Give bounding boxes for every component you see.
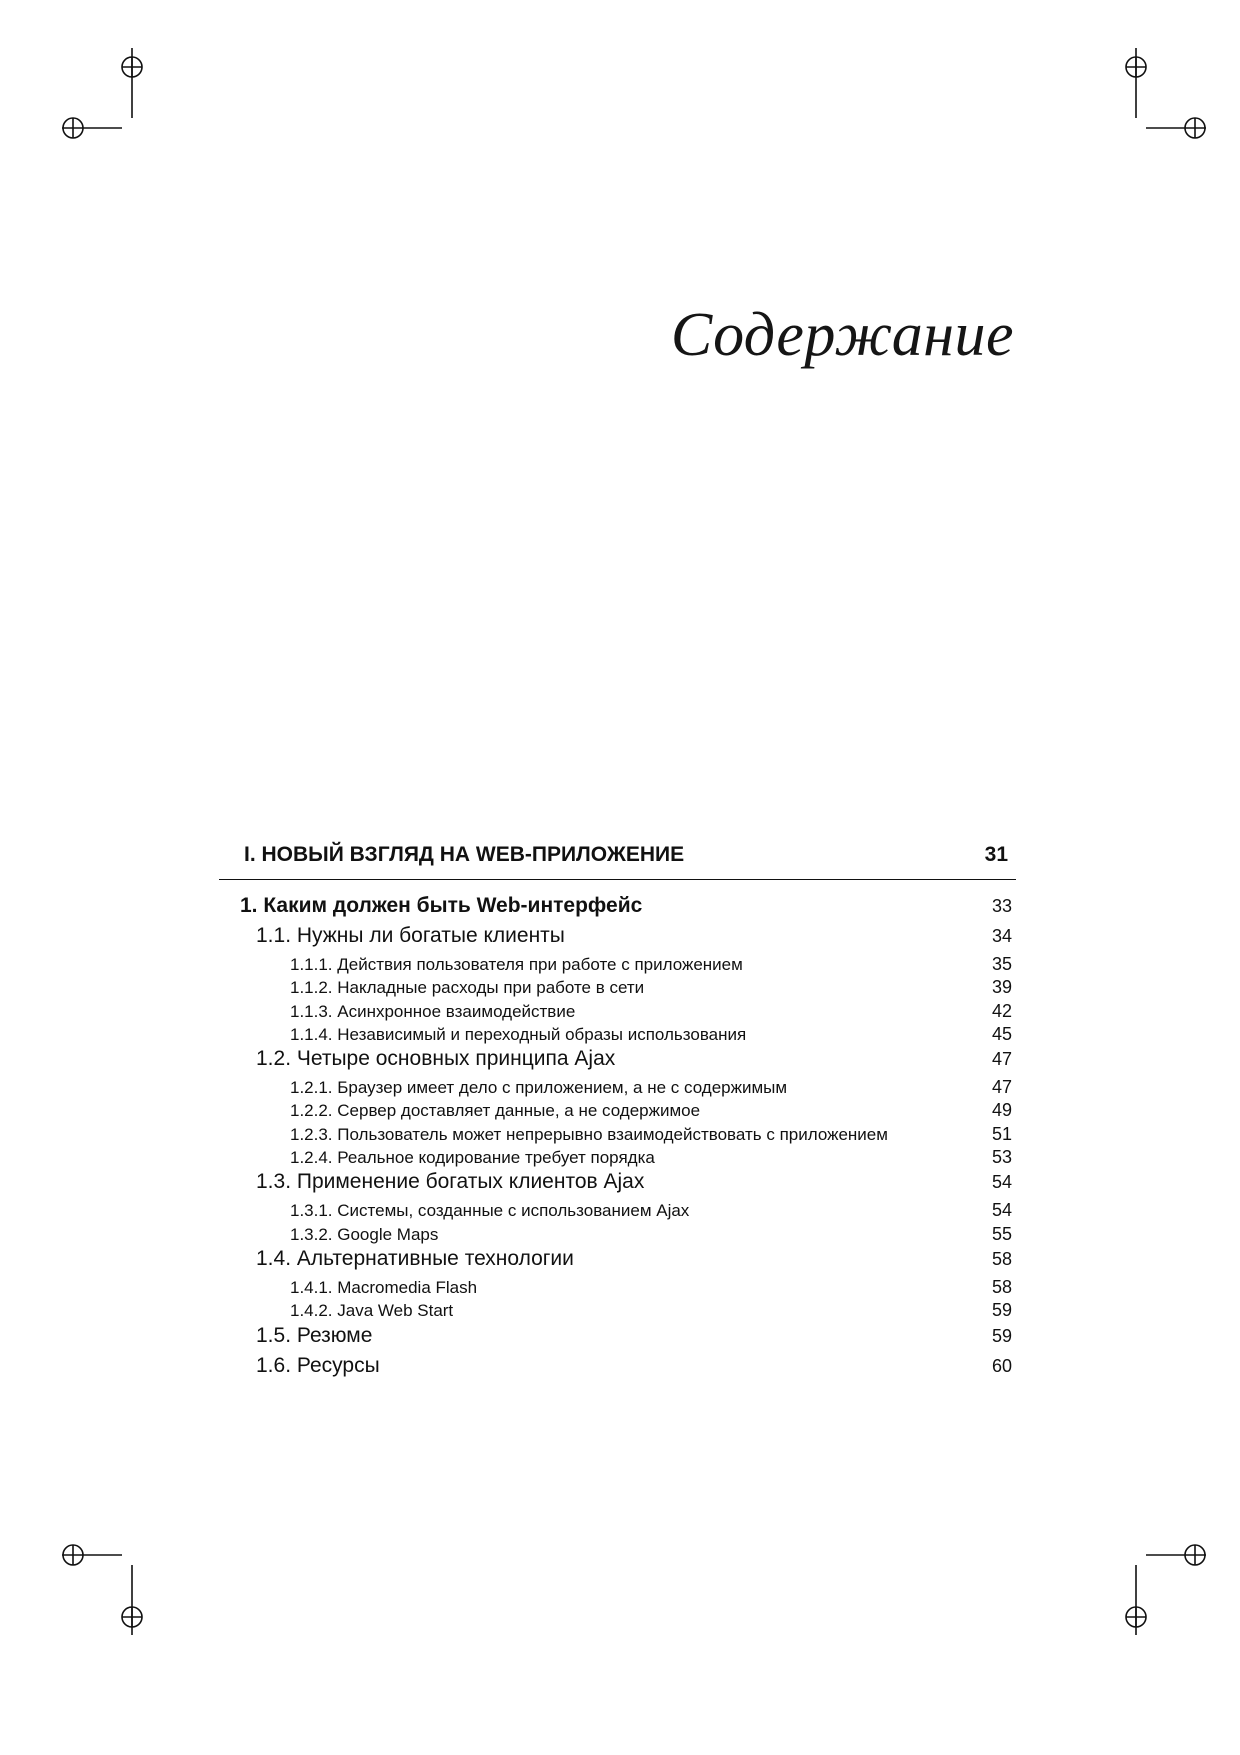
toc-subsection-page: 35	[991, 954, 1012, 974]
toc-section[interactable]	[219, 1324, 1016, 1354]
toc-section-label: 1.5. Резюме	[256, 1323, 373, 1347]
toc-part-page: 31	[984, 843, 1008, 866]
toc-subsection-label: 1.2.2. Сервер доставляет данные, а не содержимое	[290, 1101, 701, 1121]
table-of-contents	[219, 843, 1016, 1384]
toc-part-label: I. НОВЫЙ ВЗГЛЯД НА WEB-ПРИЛОЖЕНИЕ	[244, 843, 685, 866]
toc-section-label: 1.1. Нужны ли богатые клиенты	[256, 924, 565, 947]
toc-subsection-label: 1.2.4. Реальное кодирование требует порядка	[290, 1148, 655, 1168]
toc-section[interactable]	[219, 1170, 1016, 1200]
toc-subsection-page: 59	[991, 1300, 1012, 1321]
toc-subsection-label: 1.3.2. Google Maps	[290, 1224, 439, 1244]
toc-chapter-label: 1. Каким должен быть Web-интерфейс	[240, 894, 643, 917]
toc-subsection-label: 1.4.1. Macromedia Flash	[290, 1277, 478, 1297]
toc-subsection-page: 55	[991, 1223, 1012, 1244]
toc-subsection[interactable]	[219, 1024, 1016, 1047]
toc-subsection-label: 1.2.3. Пользователь может непрерывно взаимодействовать с приложением	[290, 1124, 888, 1144]
toc-subsection[interactable]	[219, 1147, 1016, 1170]
toc-subsection-label: 1.2.1. Браузер имеет дело с приложением, а не с содержимым	[290, 1078, 788, 1098]
toc-section[interactable]	[219, 924, 1016, 954]
toc-subsection[interactable]	[219, 1124, 1016, 1147]
toc-subsection-label: 1.1.2. Накладные расходы при работе в сети	[290, 978, 645, 998]
toc-subsection[interactable]	[219, 1277, 1016, 1300]
toc-section-label: 1.6. Ресурсы	[256, 1353, 380, 1377]
toc-section-page: 59	[991, 1325, 1012, 1346]
toc-part[interactable]	[219, 843, 1016, 880]
toc-section[interactable]	[219, 1047, 1016, 1077]
page-title: Содержание	[670, 301, 1014, 369]
toc-chapter[interactable]	[219, 894, 1016, 924]
toc-section-label: 1.4. Альтернативные технологии	[256, 1246, 574, 1270]
toc-subsection[interactable]	[219, 1001, 1016, 1024]
toc-subsection[interactable]	[219, 1077, 1016, 1100]
toc-subsection[interactable]	[219, 1200, 1016, 1223]
toc-section-page: 34	[991, 926, 1012, 946]
toc-subsection[interactable]	[219, 1224, 1016, 1247]
toc-chapter-page: 33	[991, 896, 1012, 916]
toc-subsection[interactable]	[219, 1300, 1016, 1323]
toc-section-page: 60	[991, 1355, 1012, 1376]
toc-subsection[interactable]	[219, 977, 1016, 1000]
toc-subsection-page: 49	[991, 1100, 1012, 1121]
toc-subsection-page: 54	[991, 1200, 1012, 1221]
toc-subsection-page: 51	[991, 1123, 1012, 1144]
toc-subsection-label: 1.1.4. Независимый и переходный образы использования	[290, 1024, 747, 1044]
toc-section-label: 1.2. Четыре основных принципа Ajax	[256, 1047, 616, 1071]
toc-section-page: 47	[991, 1049, 1012, 1070]
toc-section[interactable]	[219, 1247, 1016, 1277]
toc-section-page: 54	[991, 1172, 1012, 1193]
toc-subsection-label: 1.1.3. Асинхронное взаимодействие	[290, 1001, 576, 1021]
toc-subsection-label: 1.4.2. Java Web Start	[290, 1301, 454, 1321]
toc-section-label: 1.3. Применение богатых клиентов Ajax	[256, 1170, 645, 1194]
toc-subsection-page: 42	[991, 1000, 1012, 1021]
toc-subsection-page: 53	[991, 1147, 1012, 1168]
toc-subsection-page: 47	[991, 1077, 1012, 1098]
toc-subsection-label: 1.1.1. Действия пользователя при работе с приложением	[290, 955, 743, 974]
toc-section[interactable]	[219, 1354, 1016, 1384]
toc-section-page: 58	[991, 1248, 1012, 1269]
toc-subsection[interactable]	[219, 1100, 1016, 1123]
toc-subsection-page: 45	[991, 1023, 1012, 1044]
toc-subsection-page: 39	[991, 977, 1012, 998]
toc-subsection[interactable]	[219, 954, 1016, 977]
toc-sections	[219, 924, 1016, 1384]
toc-subsection-label: 1.3.1. Системы, созданные с использованием Ajax	[290, 1201, 690, 1221]
toc-subsection-page: 58	[991, 1276, 1012, 1297]
